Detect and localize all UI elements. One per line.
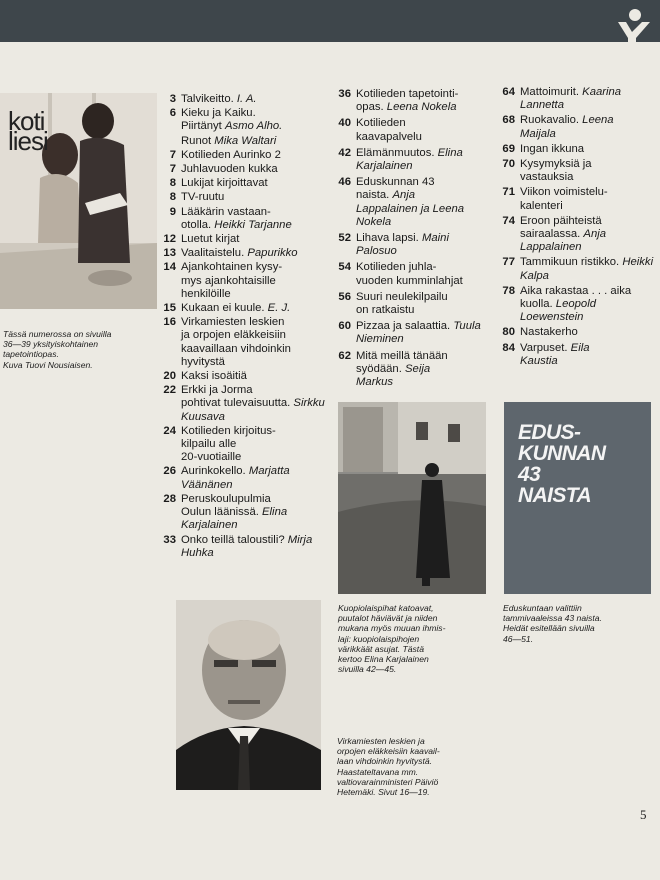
toc-page-number: 14 <box>163 261 176 274</box>
eduskunta-caption: Eduskuntaan valittiin tammivaaleissa 43 naista. Heidät esitellään sivuilla 46—51. <box>503 603 602 644</box>
toc-entry-body <box>356 291 498 317</box>
toc-entry-body <box>181 302 326 315</box>
toc-page-number: 46 <box>338 176 351 189</box>
toc-entry <box>158 465 326 491</box>
toc-page-number: 16 <box>163 316 176 329</box>
toc-author: Sirkku Kuusava <box>181 397 325 423</box>
toc-page-number: 64 <box>502 86 515 98</box>
toc-entry <box>497 86 657 112</box>
kuopio-caption: Kuopiolaispihat katoavat, puutalot häviävät ja niiden mukana myös muuan ihmis- laji: kuopiolaispihojen värikkäät asujat. Tästä kertoo Elina Karjalainen sivuilla 42—45. <box>338 603 446 675</box>
toc-page-number: 8 <box>169 191 176 204</box>
toc-entry <box>333 176 498 229</box>
toc-entry <box>158 384 326 424</box>
toc-author: E. J. <box>267 302 291 315</box>
toc-title: Tammikuun ristikko. <box>520 256 620 269</box>
toc-entry-body <box>181 206 326 232</box>
toc-entry-body <box>356 320 498 346</box>
toc-page-number: 3 <box>169 93 176 105</box>
toc-page-number: 52 <box>338 232 351 245</box>
toc-entry <box>158 149 326 162</box>
toc-entry <box>158 493 326 533</box>
toc-author: Mirja Huhka <box>181 533 313 559</box>
toc-page-number <box>158 135 176 148</box>
toc-page-number: 8 <box>169 177 176 190</box>
portrait-photo <box>176 600 321 790</box>
toc-entry-body <box>520 158 657 184</box>
toc-entry <box>158 370 326 383</box>
toc-author: Leena Maijala <box>520 114 614 140</box>
toc-entry-body <box>181 107 326 133</box>
toc-page-number: 33 <box>163 533 176 546</box>
toc-title: Varpuset. <box>520 341 568 354</box>
toc-title: Ruokavalio. <box>520 114 580 127</box>
toc-entry <box>333 350 498 390</box>
toc-title: Lukijat kirjoittavat <box>181 177 268 190</box>
toc-page-number: 84 <box>502 341 515 354</box>
toc-entry <box>158 177 326 190</box>
toc-title: Lääkärin vastaan- otolla. <box>181 205 271 231</box>
toc-entry-body <box>356 117 498 143</box>
toc-entry <box>333 320 498 346</box>
toc-author: Heikki Kalpa <box>520 256 654 282</box>
toc-entry-body <box>520 285 657 325</box>
toc-author: Elina Karjalainen <box>356 146 463 173</box>
toc-page-number: 70 <box>502 158 515 171</box>
toc-author: Mika Waltari <box>214 134 277 147</box>
toc-entry <box>158 247 326 260</box>
kuopio-street-photo <box>338 402 486 594</box>
toc-page-number: 28 <box>163 492 176 505</box>
toc-title: Suuri neulekilpailu on ratkaistu <box>356 290 448 317</box>
toc-entry <box>333 147 498 173</box>
toc-entry-body <box>181 370 326 383</box>
toc-author: Anja Lappalainen ja Leena Nokela <box>356 189 465 228</box>
toc-title: Juhlavuoden kukka <box>181 163 278 176</box>
toc-page-number: 71 <box>502 186 515 199</box>
toc-entry <box>497 256 657 282</box>
toc-title: Elämänmuutos. <box>356 146 435 159</box>
toc-entry <box>158 233 326 246</box>
toc-author: Elina Karjalainen <box>181 506 288 532</box>
toc-title: Erkki ja Jorma pohtivat tulevaisuutta. <box>181 384 291 410</box>
toc-author: Marjatta Väänänen <box>181 465 290 491</box>
toc-title: Ajankohtainen kysy- mys ajankohtaisille henkilöille <box>181 261 283 300</box>
toc-entry <box>497 285 657 325</box>
toc-page-number: 13 <box>163 247 176 260</box>
toc-title: Virkamiesten leskien ja orpojen eläkkeisiin kaavaillaan vihdoinkin hyvitystä <box>181 316 291 368</box>
toc-entry <box>333 291 498 317</box>
toc-title: Kysymyksiä ja vastauksia <box>520 158 592 184</box>
toc-author: Anja Lappalainen <box>520 228 607 254</box>
eduskunta-box-title: EDUS- KUNNAN 43 NAISTA <box>518 421 606 507</box>
toc-entry <box>158 163 326 176</box>
toc-page-number: 9 <box>169 205 176 218</box>
toc-entry-body <box>356 232 498 258</box>
toc-title: Aurinkokello. <box>181 465 246 478</box>
toc-entry <box>497 143 657 156</box>
toc-entry-body <box>181 534 326 560</box>
toc-page-number: 68 <box>502 114 515 127</box>
toc-entry <box>497 326 657 339</box>
toc-author: Tuula Nieminen <box>356 320 481 346</box>
toc-page-number: 7 <box>169 163 176 176</box>
toc-author: Maini Palosuo <box>356 232 449 258</box>
toc-title: Ingan ikkuna <box>520 142 585 155</box>
toc-entry <box>497 342 657 368</box>
toc-entry <box>158 93 326 106</box>
toc-entry <box>158 191 326 204</box>
toc-page-number: 22 <box>163 384 176 397</box>
toc-author: Eila Kaustia <box>520 341 590 367</box>
toc-entry-body <box>181 247 326 260</box>
toc-entry-body <box>356 176 498 229</box>
toc-entry-body <box>181 316 326 369</box>
toc-entry-body <box>181 261 326 301</box>
toc-entry-body <box>356 350 498 390</box>
toc-entry-body <box>181 135 326 148</box>
toc-title: Onko teillä taloustili? <box>181 533 285 546</box>
toc-entry-body <box>181 233 326 246</box>
toc-column-2 <box>333 88 498 392</box>
toc-author: Leopold Loewenstein <box>520 298 597 324</box>
toc-entry-body <box>181 425 326 465</box>
toc-entry-body <box>181 384 326 424</box>
toc-entry <box>497 114 657 140</box>
toc-title: Kotilieden juhla- vuoden kumminlahjat <box>356 261 463 287</box>
toc-entry-body <box>520 215 657 255</box>
toc-title: Kieku ja Kaiku. Piirtänyt <box>181 107 256 133</box>
toc-entry <box>158 302 326 315</box>
toc-entry <box>158 534 326 560</box>
toc-entry-body <box>520 326 657 339</box>
toc-page-number: 12 <box>163 233 176 246</box>
toc-title: Kotilieden tapetointi- opas. <box>356 88 459 114</box>
toc-author: Papurikko <box>247 247 298 260</box>
toc-title: Runot <box>181 134 212 147</box>
toc-entry-body <box>181 149 326 162</box>
toc-title: Nastakerho <box>520 326 578 339</box>
eduskunta-cover-box <box>504 402 651 594</box>
page-number: 5 <box>640 807 647 822</box>
toc-entry-body <box>181 191 326 204</box>
toc-title: TV-ruutu <box>181 191 225 204</box>
toc-page-number: 56 <box>338 290 351 303</box>
toc-entry <box>333 261 498 287</box>
toc-page-number: 62 <box>338 349 351 362</box>
toc-entry-body <box>181 465 326 491</box>
toc-author: Heikki Tarjanne <box>214 218 292 231</box>
toc-title: Viikon voimistelu- kalenteri <box>520 186 608 212</box>
toc-entry <box>497 215 657 255</box>
toc-entry-body <box>356 261 498 287</box>
toc-entry <box>158 206 326 232</box>
toc-page-number: 74 <box>502 214 515 227</box>
toc-entry <box>158 135 326 148</box>
toc-title: Kukaan ei kuule. <box>181 302 265 315</box>
toc-entry <box>333 117 498 143</box>
toc-entry <box>158 425 326 465</box>
toc-page-number: 6 <box>169 107 176 120</box>
toc-entry <box>497 158 657 184</box>
toc-title: Kotilieden kaavapalvelu <box>356 117 422 143</box>
toc-title: Mattoimurit. <box>520 86 580 98</box>
portrait-caption: Virkamiesten leskien ja orpojen eläkkeisiin kaavail- laan vihdoinkin hyvitystä. Haastateltavana mm. valtiovarainministeri Päiviö Hetemäki. Sivut 16—19. <box>337 736 440 798</box>
toc-title: Eroon päihteistä sairaalassa. <box>520 214 602 241</box>
toc-page-number: 80 <box>502 326 515 339</box>
toc-page-number: 54 <box>338 261 351 274</box>
toc-entry-body <box>520 86 657 112</box>
toc-author: Kaarina Lannetta <box>520 86 622 112</box>
toc-page-number: 60 <box>338 320 351 333</box>
toc-title: Vaalitaistelu. <box>181 247 245 260</box>
toc-page-number: 77 <box>502 256 515 269</box>
toc-page-number: 78 <box>502 284 515 297</box>
toc-author: Seija Markus <box>356 362 431 389</box>
toc-title: Aika rakastaa . . . aika kuolla. <box>520 284 632 311</box>
toc-author: I. A. <box>236 93 257 105</box>
toc-page-number: 36 <box>338 88 351 100</box>
cover-logo: koti liesi <box>8 106 48 156</box>
toc-entry-body <box>520 143 657 156</box>
toc-entry <box>333 88 498 114</box>
toc-entry-body <box>181 493 326 533</box>
cover-photo <box>0 93 157 309</box>
cover-caption: Tässä numerossa on sivuilla 36—39 yksityiskohtainen tapetointiopas. Kuva Tuovi Nousiaisen. <box>3 329 112 370</box>
toc-entry-body <box>356 147 498 173</box>
toc-column-3 <box>497 86 657 370</box>
toc-title: Talvikeitto. <box>181 93 234 105</box>
toc-entry-body <box>520 186 657 212</box>
toc-entry-body <box>520 256 657 282</box>
toc-title: Eduskunnan 43 naista. <box>356 176 435 202</box>
toc-entry-body <box>181 177 326 190</box>
toc-page-number: 7 <box>169 148 176 161</box>
toc-author: Asmo Alho. <box>224 120 283 133</box>
toc-page-number: 24 <box>163 424 176 437</box>
toc-entry <box>158 261 326 301</box>
toc-title: Kaksi isoäitiä <box>181 370 247 383</box>
toc-title: Luetut kirjat <box>181 233 240 246</box>
toc-title: Pizzaa ja salaattia. <box>356 320 451 333</box>
toc-entry <box>333 232 498 258</box>
toc-title: Mitä meillä tänään syödään. <box>356 349 448 375</box>
toc-title: Kotilieden kirjoitus- kilpailu alle 20-vuotiaille <box>181 424 276 464</box>
toc-entry <box>158 316 326 369</box>
toc-entry-body <box>181 93 326 106</box>
toc-author: Leena Nokela <box>386 101 457 114</box>
toc-entry <box>158 107 326 133</box>
toc-title: Lihava lapsi. <box>356 232 419 245</box>
toc-entry-body <box>181 163 326 176</box>
toc-page-number: 26 <box>163 465 176 478</box>
toc-entry-body <box>520 342 657 368</box>
toc-page-number: 20 <box>163 370 176 383</box>
toc-page-number: 69 <box>502 142 515 155</box>
toc-page-number: 15 <box>163 302 176 315</box>
toc-page-number: 42 <box>338 146 351 159</box>
toc-title: Peruskoulupulmia Oulun läänissä. <box>181 492 271 519</box>
toc-page-number: 40 <box>338 117 351 130</box>
toc-column-1 <box>158 93 326 561</box>
toc-entry <box>497 186 657 212</box>
toc-entry-body <box>520 114 657 140</box>
toc-title: Kotilieden Aurinko 2 <box>181 148 281 161</box>
toc-entry-body <box>356 88 498 114</box>
